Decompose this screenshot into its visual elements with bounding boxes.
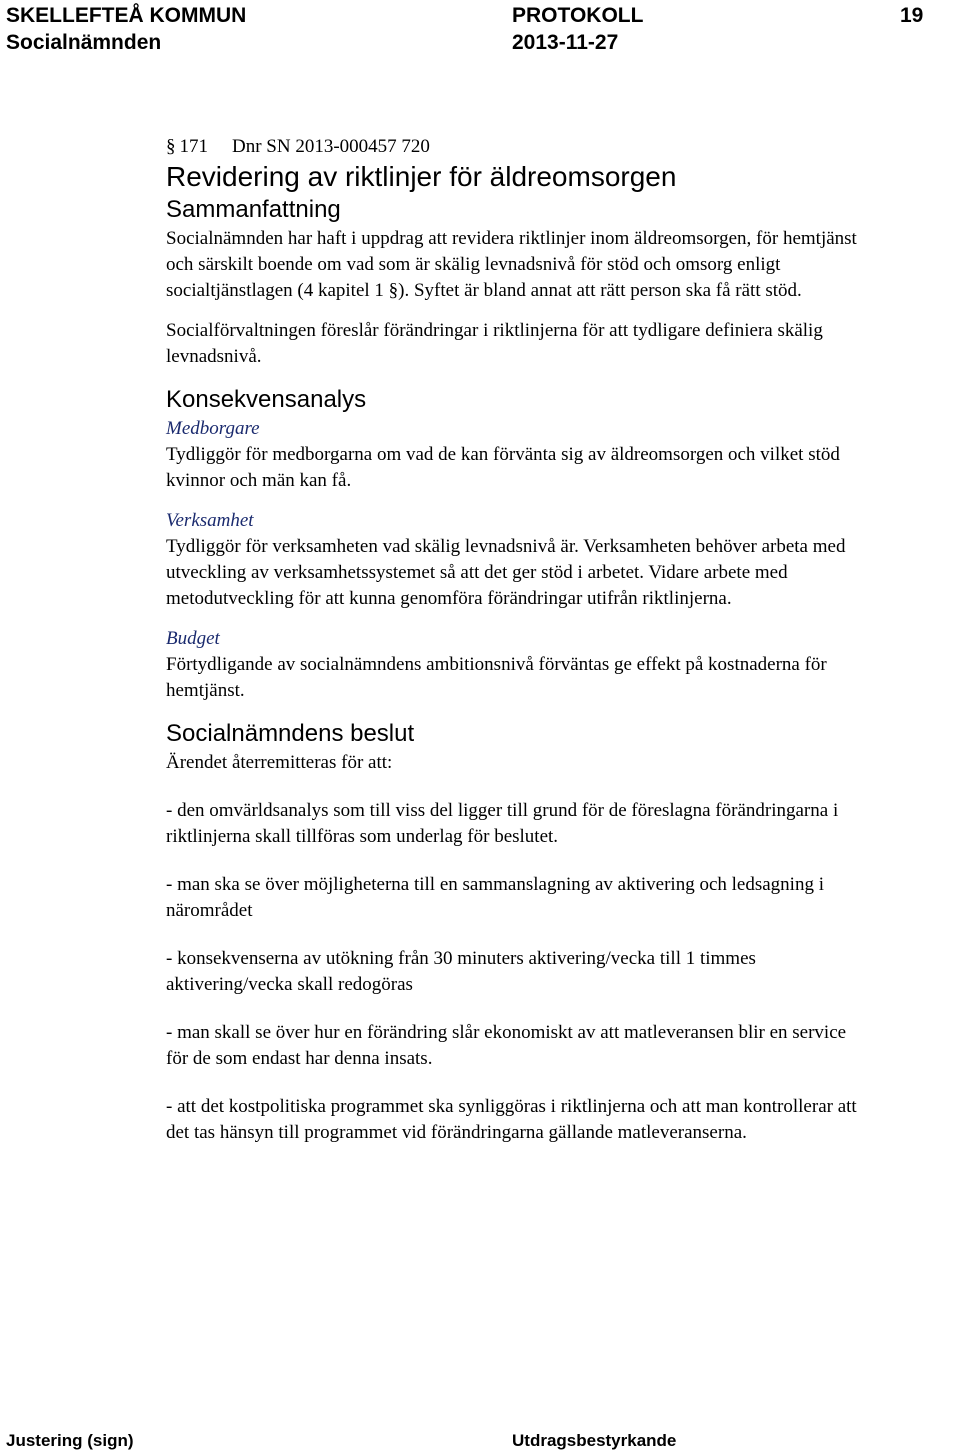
org-name: SKELLEFTEÅ KOMMUN bbox=[6, 4, 247, 27]
committee-name: Socialnämnden bbox=[6, 31, 162, 54]
decision-item-2: - man ska se över möjligheterna till en sammanslagning av aktivering och ledsagning i närområdet bbox=[166, 874, 824, 921]
section-symbol: § bbox=[166, 136, 176, 157]
case-reference bbox=[166, 134, 866, 160]
decision-intro: Ärendet återremitteras för att: bbox=[166, 752, 393, 773]
citizens-text: Tydliggör för medborgarna om vad de kan förvänta sig av äldreomsorgen och vilket stöd kvinnor och män kan få. bbox=[166, 444, 840, 491]
budget-text: Förtydligande av socialnämndens ambitionsnivå förväntas ge effekt på kostnaderna för hemtjänst. bbox=[166, 654, 827, 701]
summary-paragraph-1: Socialnämnden har haft i uppdrag att revidera riktlinjer inom äldreomsorgen, för hemtjänst och särskilt boende om vad som är skälig levnadsnivå för stöd och omsorg enligt socialtjänstlagen (4 kapitel 1 §). Syftet är bland annat att rätt person ska få rätt stöd. bbox=[166, 228, 857, 301]
meeting-date: 2013-11-27 bbox=[512, 31, 619, 54]
document-type: PROTOKOLL bbox=[512, 4, 644, 27]
case-title: Revidering av riktlinjer för äldreomsorgen bbox=[166, 161, 677, 192]
page-number: 19 bbox=[900, 4, 924, 27]
decision-item-5: - att det kostpolitiska programmet ska synliggöras i riktlinjerna och att man kontrollerar att det tas hänsyn till programmet vid förändringarna gällande matleveranserna. bbox=[166, 1096, 857, 1143]
extract-certification-label: Utdragsbestyrkande bbox=[512, 1431, 677, 1450]
operations-text: Tydliggör för verksamheten vad skälig levnadsnivå är. Verksamheten behöver arbeta med utveckling av verksamhetssystemet så att det ger stöd i arbetet. Vidare arbete med metodutveckling för att kunna genomföra förändringar utifrån riktlinjerna. bbox=[166, 536, 846, 609]
case-number: 171 bbox=[179, 136, 208, 157]
decision-heading: Socialnämndens beslut bbox=[166, 720, 415, 747]
summary-paragraph-2: Socialförvaltningen föreslår förändringar i riktlinjerna för att tydligare definiera skälig levnadsnivå. bbox=[166, 320, 823, 367]
decision-item-3: - konsekvenserna av utökning från 30 minuters aktivering/vecka till 1 timmes aktivering/vecka skall redogöras bbox=[166, 948, 756, 995]
signature-label: Justering (sign) bbox=[6, 1431, 134, 1450]
diary-number: Dnr SN 2013-000457 720 bbox=[232, 136, 430, 157]
operations-heading: Verksamhet bbox=[166, 510, 254, 531]
analysis-heading: Konsekvensanalys bbox=[166, 386, 367, 413]
decision-item-1: - den omvärldsanalys som till viss del ligger till grund för de föreslagna förändringarna i riktlinjerna skall tillföras som underlag för beslutet. bbox=[166, 800, 839, 847]
citizens-heading: Medborgare bbox=[166, 418, 260, 439]
summary-heading: Sammanfattning bbox=[166, 196, 341, 223]
budget-heading: Budget bbox=[166, 628, 220, 649]
decision-item-4: - man skall se över hur en förändring slår ekonomiskt av att matleveransen blir en service för de som endast har denna insats. bbox=[166, 1022, 847, 1069]
protocol-body bbox=[166, 134, 866, 1146]
